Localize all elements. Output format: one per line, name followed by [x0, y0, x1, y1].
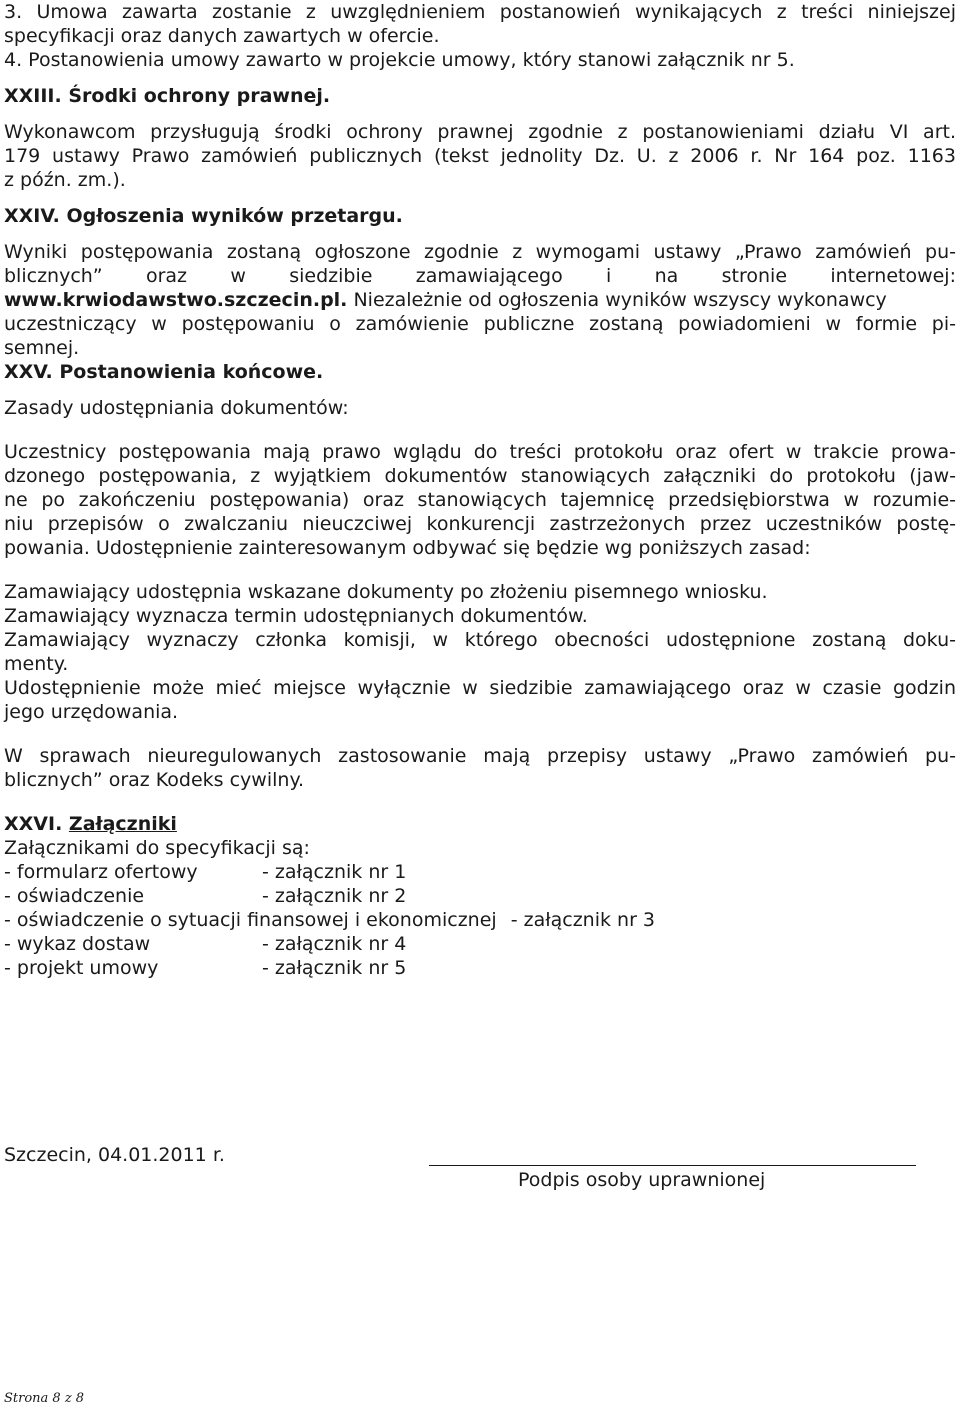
- section-heading: XXV. Postanowienia końcowe.: [4, 361, 324, 383]
- list-item: [4, 956, 956, 980]
- paragraph-line: blicznych” oraz Kodeks cywilny.: [4, 769, 305, 791]
- section-heading: XXIV. Ogłoszenia wyników przetargu.: [4, 205, 403, 227]
- list-item: [4, 884, 956, 908]
- paragraph-line: W sprawach nieuregulowanych zastosowanie mają przepisy ustawy „Prawo zamówień pu-: [4, 745, 956, 767]
- paragraph-line: 179 ustawy Prawo zamówień publicznych (tekst jednolity Dz. U. z 2006 r. Nr 164 poz. 1163: [4, 145, 956, 167]
- section-number: XXVI.: [4, 813, 63, 835]
- attachment-name: - wykaz dostaw: [4, 933, 151, 955]
- paragraph-line: Wyniki postępowania zostaną ogłoszone zgodnie z wymogami ustawy „Prawo zamówień pu-: [4, 241, 956, 263]
- paragraph-line: powania. Udostępnienie zainteresowanym odbywać się będzie wg poniższych zasad:: [4, 537, 811, 559]
- section-xxiv: [4, 204, 956, 360]
- paragraph-line: Zamawiający udostępnia wskazane dokumenty po złożeniu pisemnego wniosku.: [4, 581, 768, 603]
- paragraph-line: Zamawiający wyznacza termin udostępnianych dokumentów.: [4, 605, 588, 627]
- intro-section: [4, 0, 956, 72]
- section-heading: XXIII. Środki ochrony prawnej.: [4, 85, 331, 107]
- section-xxvi: [4, 812, 956, 980]
- attachments-list: [4, 860, 956, 980]
- attachment-ref: - załącznik nr 4: [262, 933, 407, 955]
- place-date: Szczecin, 04.01.2011 r.: [4, 1144, 225, 1166]
- attachment-ref: - załącznik nr 5: [262, 957, 407, 979]
- paragraph-line: dzonego postępowania, z wyjątkiem dokumentów stanowiących załączniki do protokołu (jaw-: [4, 465, 956, 487]
- signature-line: [429, 1165, 916, 1166]
- list-item: [4, 860, 956, 884]
- paragraph-line: menty.: [4, 653, 69, 675]
- signature-caption: Podpis osoby uprawnionej: [518, 1169, 766, 1191]
- intro-line: 3. Umowa zawarta zostanie z uwzględnieniem postanowień wynikających z treści niniejszej: [4, 1, 956, 23]
- attachment-name: - oświadczenie o sytuacji finansowej i ekonomicznej: [4, 909, 497, 931]
- attachment-name: - oświadczenie: [4, 885, 145, 907]
- paragraph-line: blicznych” oraz w siedzibie zamawiającego i na stronie internetowej:: [4, 265, 956, 287]
- section-xxv: [4, 360, 956, 792]
- section-title: Załączniki: [68, 813, 177, 835]
- page-number: Strona 8 z 8: [4, 1391, 85, 1406]
- paragraph-line: Zamawiający wyznaczy członka komisji, w którego obecności udostępnione zostaną doku-: [4, 629, 956, 651]
- list-item: [4, 932, 956, 956]
- attachment-name: - formularz ofertowy: [4, 861, 198, 883]
- paragraph-line: Udostępnienie może mieć miejsce wyłącznie w siedzibie zamawiającego oraz w czasie godzin: [4, 677, 956, 699]
- paragraph-line: Wykonawcom przysługują środki ochrony prawnej zgodnie z postanowieniami działu VI art.: [4, 121, 956, 143]
- paragraph-line: Uczestnicy postępowania mają prawo wglądu do treści protokołu oraz ofert w trakcie prowa-: [4, 441, 956, 463]
- attachment-ref: - załącznik nr 3: [510, 909, 656, 931]
- attachment-ref: - załącznik nr 1: [262, 861, 407, 883]
- list-item: [4, 908, 956, 932]
- paragraph-line: [4, 288, 956, 312]
- intro-line: specyfikacji oraz danych zawartych w ofercie.: [4, 25, 440, 47]
- paragraph-line: ne po zakończeniu postępowania) oraz stanowiących tajemnicę przedsiębiorstwa w rozumie-: [4, 489, 956, 511]
- document-page: [4, 0, 956, 980]
- section-heading: [4, 812, 956, 836]
- paragraph-line: uczestniczący w postępowaniu o zamówienie publiczne zostaną powiadomieni w formie pi-: [4, 313, 956, 335]
- paragraph-line: jego urzędowania.: [4, 701, 179, 723]
- signature-block: [4, 1143, 944, 1203]
- subheading: Zasady udostępniania dokumentów:: [4, 397, 349, 419]
- attachment-name: - projekt umowy: [4, 957, 159, 979]
- attachment-ref: - załącznik nr 2: [262, 885, 407, 907]
- paragraph-line: niu przepisów o zwalczaniu nieuczciwej konkurencji zastrzeżonych przez uczestników postę-: [4, 513, 956, 535]
- paragraph-line: semnej.: [4, 337, 80, 359]
- paragraph-text: Niezależnie od ogłoszenia wyników wszyscy wykonawcy: [347, 289, 887, 311]
- section-xxiii: [4, 84, 956, 192]
- attachments-intro: Załącznikami do specyfikacji są:: [4, 837, 310, 859]
- paragraph-line: z późn. zm.).: [4, 169, 126, 191]
- intro-line: 4. Postanowienia umowy zawarto w projekcie umowy, który stanowi załącznik nr 5.: [4, 49, 795, 71]
- website-url[interactable]: www.krwiodawstwo.szczecin.pl.: [4, 289, 348, 311]
